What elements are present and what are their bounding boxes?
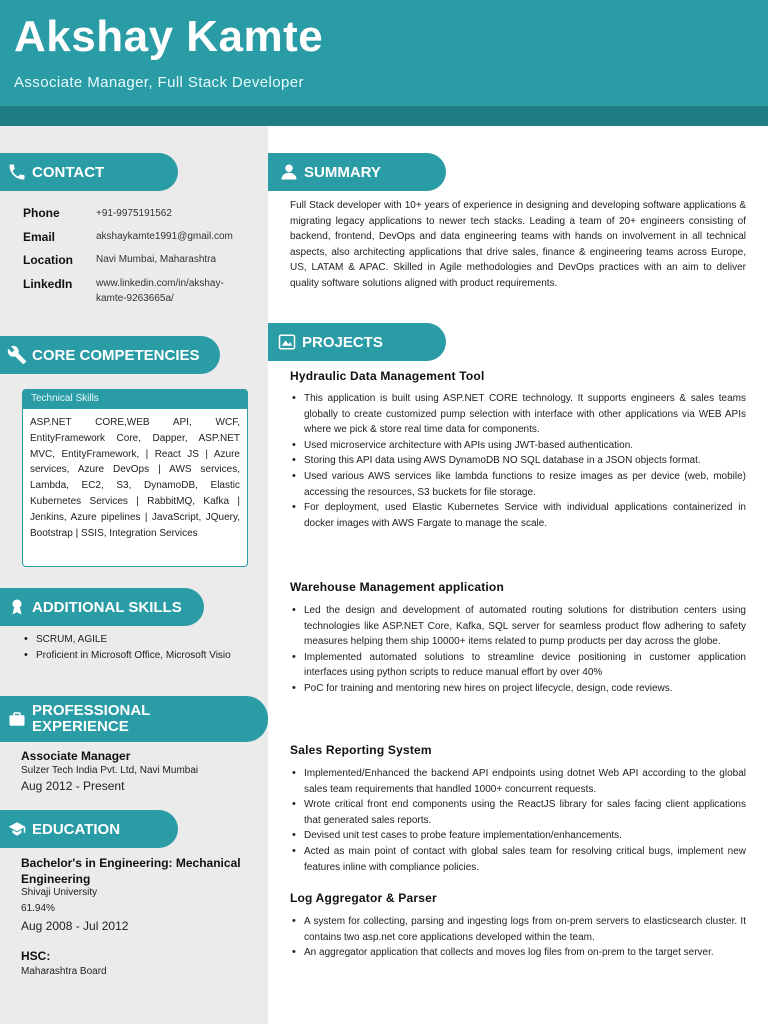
briefcase-icon bbox=[6, 708, 28, 730]
linkedin-line-1: www.linkedin.com/in/akshay- bbox=[96, 278, 224, 289]
linkedin-line-2: kamte-9263665a/ bbox=[96, 293, 174, 304]
job-company: Sulzer Tech India Pvt. Ltd, Navi Mumbai bbox=[21, 765, 199, 776]
experience-heading-line-1: PROFESSIONAL bbox=[32, 702, 151, 719]
project-bullet: • Wrote critical front end components using the ReactJS library for sales facing client applications that generated sales reports. bbox=[290, 797, 746, 828]
job-dates: Aug 2012 - Present bbox=[21, 779, 125, 793]
additional-skills-label: ADDITIONAL SKILLS bbox=[32, 598, 182, 616]
additional-skill-item: • Proficient in Microsoft Office, Microsoft Visio bbox=[22, 648, 248, 664]
core-competencies-heading bbox=[0, 336, 220, 374]
phone-value: +91-9975191562 bbox=[96, 208, 172, 219]
technical-skills-list: ASP.NET CORE,WEB API, WCF, EntityFramework Core, Dapper, ASP.NET MVC, EntityFramework, | React JS | Azure services, Azure DevOps | AWS services, Lambda, EC2, S3, DynamoDB, Elastic Kubernetes Services | RabbitMQ, Kafka | Jenkins, Azure pipelines | JavaScript, JQuery, Bootstrap | SSIS, Integration Services bbox=[30, 417, 240, 539]
project-bullet: • Implemented/Enhanced the backend API endpoints using dotnet Web API according to the global sales team requirements that handled 1000+ concurrent requests. bbox=[290, 766, 746, 797]
job-role: Associate Manager bbox=[21, 749, 131, 763]
projects-heading bbox=[268, 323, 446, 361]
project-bullet: • Devised unit test cases to probe feature implementation/enhancements. bbox=[290, 828, 746, 844]
experience-heading-line-2: EXPERIENCE bbox=[32, 718, 129, 735]
degree-line-2: Engineering bbox=[21, 872, 91, 886]
project-bullet: • Led the design and development of automated routing solutions for distribution centers using technologies like ASP.NET Core, Kafka, SQL server for seamless product flow adhering to safety measures helping them ship 10000+ items related to pump products per day across the globe. bbox=[290, 603, 746, 650]
project-bullet: • Used various AWS services like lambda functions to resize images as per device (web, mobile) accessing the resources, S3 buckets for file storage. bbox=[290, 469, 746, 500]
summary-text: Full Stack developer with 10+ years of experience in designing and developing software applications & migrating legacy applications to newer tech stacks. Leading a team of 20+ engineers consisting of backend, frontend, DevOps and data engineering teams with hands on involvement in all technical aspects, also architecting applications that drive sales, finance & engineering teams across Europe, US, LATAM & APAC. Skilled in Agile methodologies and DevOps practices with an aim to deliver quality software solutions aligned with product requirements. bbox=[290, 200, 746, 289]
project-bullet: • This application is built using ASP.NET CORE technology. It supports engineers & sales teams globally to create customized pump selection with interface with other applications via WEB APIs where we pick & store real time data for components. bbox=[290, 391, 746, 438]
tools-icon bbox=[6, 344, 28, 366]
project-title: Log Aggregator & Parser bbox=[290, 891, 437, 905]
project-bullets bbox=[290, 391, 746, 531]
hsc-label: HSC: bbox=[21, 949, 51, 963]
graduation-cap-icon bbox=[6, 818, 28, 840]
candidate-title: Associate Manager, Full Stack Developer bbox=[14, 74, 304, 91]
core-competencies-label: CORE COMPETENCIES bbox=[32, 346, 200, 364]
project-title: Warehouse Management application bbox=[290, 580, 504, 594]
location-value: Navi Mumbai, Maharashtra bbox=[96, 254, 217, 265]
project-bullet: • Used microservice architecture with APIs using JWT-based authentication. bbox=[290, 438, 746, 454]
project-bullet: • PoC for training and mentoring new hires on project lifecycle, design, code reviews. bbox=[290, 681, 746, 697]
university: Shivaji University bbox=[21, 887, 98, 898]
additional-skills-list bbox=[22, 632, 248, 663]
project-bullet: • Implemented automated solutions to streamline device positioning in customer application interfaces using python scripts to reduce manual effort by over 40% bbox=[290, 650, 746, 681]
project-title: Sales Reporting System bbox=[290, 743, 432, 757]
linkedin-value[interactable] bbox=[96, 276, 224, 306]
technical-skills-title: Technical Skills bbox=[23, 390, 247, 409]
summary-heading bbox=[268, 153, 446, 191]
email-value[interactable]: akshaykamte1991@gmail.com bbox=[96, 231, 233, 242]
education-heading-label: EDUCATION bbox=[32, 820, 121, 838]
award-icon bbox=[6, 596, 28, 618]
phone-label: Phone bbox=[23, 206, 60, 220]
experience-heading bbox=[0, 696, 268, 742]
location-label: Location bbox=[23, 253, 73, 267]
degree-line-1: Bachelor's in Engineering: Mechanical bbox=[21, 856, 241, 870]
contact-heading bbox=[0, 153, 178, 191]
projects-icon bbox=[276, 331, 298, 353]
education-heading bbox=[0, 810, 178, 848]
project-bullet: • For deployment, used Elastic Kubernetes Service with individual applications containerized in docker images with AWS Fargate to manage the scale. bbox=[290, 500, 746, 531]
project-bullets bbox=[290, 766, 746, 875]
project-bullets bbox=[290, 914, 746, 961]
project-title: Hydraulic Data Management Tool bbox=[290, 369, 485, 383]
header-banner bbox=[0, 0, 768, 126]
person-icon bbox=[278, 161, 300, 183]
summary-heading-label: SUMMARY bbox=[304, 163, 381, 181]
phone-icon bbox=[6, 161, 28, 183]
degree bbox=[21, 855, 261, 887]
experience-heading-label bbox=[32, 703, 150, 735]
projects-heading-label: PROJECTS bbox=[302, 333, 383, 351]
hsc-board: Maharashtra Board bbox=[21, 966, 107, 977]
technical-skills-box bbox=[22, 389, 248, 567]
linkedin-label: LinkedIn bbox=[23, 277, 73, 291]
project-bullet: • An aggregator application that collects and moves log files from on-prem to the target server. bbox=[290, 945, 746, 961]
additional-skills-heading bbox=[0, 588, 204, 626]
additional-skill-item: • SCRUM, AGILE bbox=[22, 632, 248, 648]
project-bullet: • Storing this API data using AWS DynamoDB NO SQL database in a JSON objects format. bbox=[290, 453, 746, 469]
education-score: 61.94% bbox=[21, 903, 55, 914]
project-bullet: • Acted as main point of contact with global sales team for resolving critical bugs, implement new features inline with compliance policies. bbox=[290, 844, 746, 875]
project-bullets bbox=[290, 603, 746, 697]
project-bullet: • A system for collecting, parsing and ingesting logs from on-prem servers to elasticsearch cluster. It contains two asp.net core applications developed within the team. bbox=[290, 914, 746, 945]
education-dates: Aug 2008 - Jul 2012 bbox=[21, 919, 129, 933]
header-band bbox=[0, 106, 768, 126]
contact-heading-label: CONTACT bbox=[32, 163, 105, 181]
email-label: Email bbox=[23, 230, 56, 244]
candidate-name: Akshay Kamte bbox=[14, 12, 324, 61]
